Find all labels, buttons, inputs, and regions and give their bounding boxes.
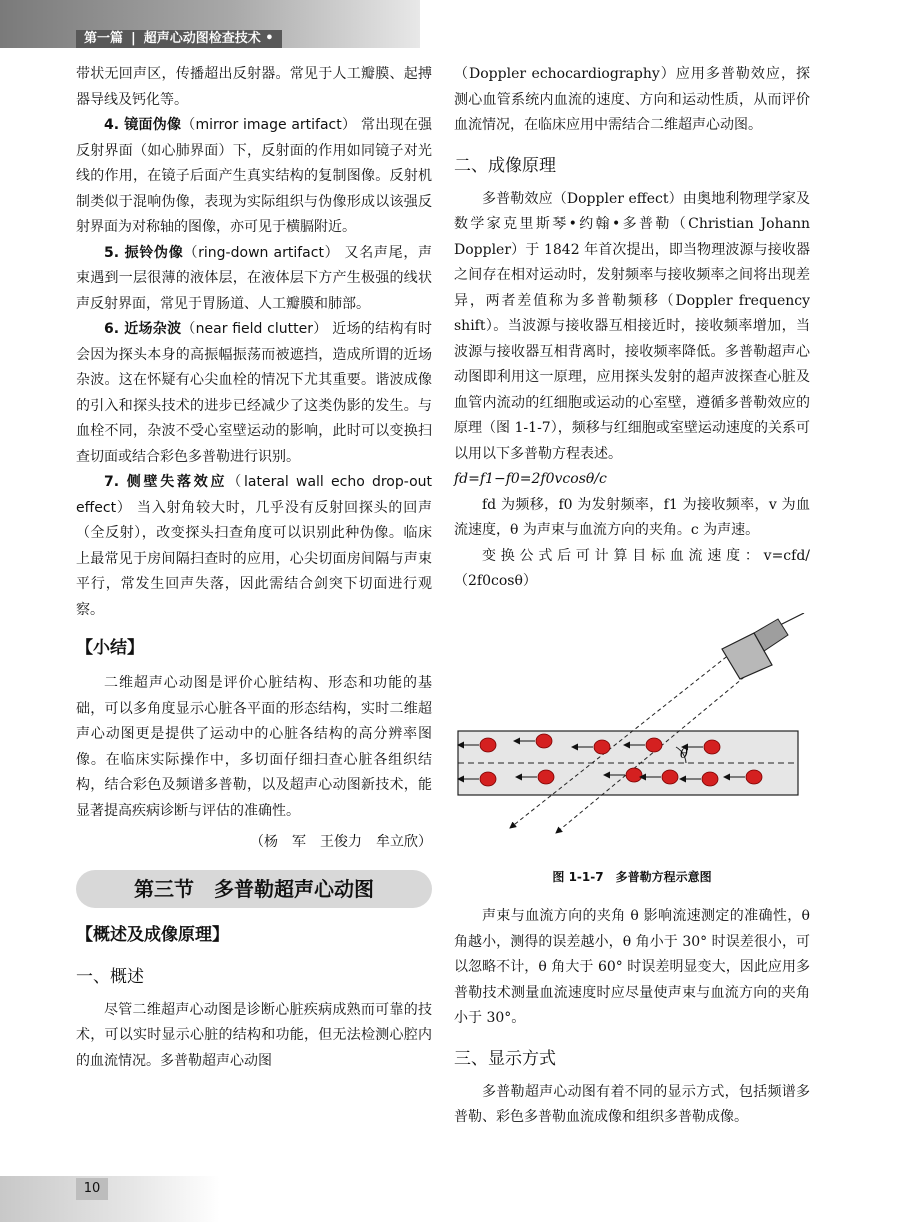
subheading-overview: 一、概述 — [76, 966, 144, 987]
theta-label: θ — [680, 746, 688, 762]
section-title: 第三节 多普勒超声心动图 — [76, 870, 432, 908]
item-body: 又名声尾，声束遇到一层很薄的液体层，在液体层下方产生极强的线状声反射界面，常见于胃肠道、人工瓣膜和肺部。 — [76, 244, 433, 312]
item-title: 4. 镜面伪像 — [104, 117, 182, 133]
red-blood-cell-icon — [538, 770, 554, 784]
authors: （杨 军 王俊力 牟立欣） — [250, 834, 432, 850]
red-blood-cell-icon — [702, 772, 718, 786]
right-column — [454, 62, 810, 1131]
artifact-item-4 — [76, 113, 432, 241]
red-blood-cell-icon — [594, 740, 610, 754]
velocity-formula-line: 变换公式后可计算目标血流速度：v=cfd/（2f0cosθ） — [454, 547, 810, 589]
equation-definitions: fd 为频移，f0 为发射频率，f1 为接收频率，v 为血流速度，θ 为声束与血流方向的夹角。c 为声速。 — [454, 496, 810, 538]
paragraph: 带状无回声区，传播超出反射器。常见于人工瓣膜、起搏器导线及钙化等。 — [76, 66, 432, 108]
running-header: 第一篇 | 超声心动图检查技术 • — [76, 30, 282, 48]
item-title: 7. 侧壁失落效应 — [104, 474, 228, 490]
red-blood-cell-icon — [626, 768, 642, 782]
red-blood-cell-icon — [746, 770, 762, 784]
red-blood-cell-icon — [646, 738, 662, 752]
paragraph: （Doppler echocardiography）应用多普勒效应，探测心血管系统内血流的速度、方向和运动性质，从而评价血流情况，在临床应用中需结合二维超声心动图。 — [454, 66, 810, 133]
red-blood-cell-icon — [704, 740, 720, 754]
summary-paragraph: 二维超声心动图是评价心脏结构、形态和功能的基础，可以多角度显示心脏各平面的形态结构，实时二维超声心动图更是提供了运动中的心脏各结构的高分辨率图像。在临床实际操作中，多切面仔细扫查心脏各组织结构，结合彩色及频谱多普勒，以及超声心动图新技术，能显著提高疾病诊断与评估的准确性。 — [76, 675, 432, 819]
item-body: 常出现在强反射界面（如心肺界面）下，反射面的作用如同镜子对光线的作用，在镜子后面产生真实结构的复制图像。反射机制类似于混响伪像，表现为实际组织与伪像形成以该强反射界面为对称轴的图像，亦可见于横膈附近。 — [76, 117, 433, 235]
paragraph: 尽管二维超声心动图是诊断心脏疾病成熟而可靠的技术，可以实时显示心脏的结构和功能，但无法检测心腔内的血流情况。多普勒超声心动图 — [76, 1001, 432, 1069]
artifact-item-6 — [76, 317, 432, 470]
item-term: （lateral wall echo drop-out effect） — [76, 474, 432, 516]
artifact-item-5 — [76, 241, 432, 318]
doppler-figure — [454, 613, 810, 863]
item-term: （ring-down artifact） — [183, 244, 340, 261]
footer-band — [0, 1176, 220, 1222]
red-blood-cell-icon — [480, 738, 496, 752]
paragraph: 多普勒超声心动图有着不同的显示方式，包括频谱多普勒、彩色多普勒血流成像和组织多普勒成像。 — [454, 1083, 810, 1125]
overview-heading: 【概述及成像原理】 — [76, 924, 229, 945]
paragraph: 多普勒效应（Doppler effect）由奥地利物理学家及数学家克里斯琴•约翰•多普勒（Christian Johann Doppler）于 1842 年首次提出，即当物理波源与接收器之间存在相对运动时，发射频率与接收频率之间将出现差异，两者差值称为多普勒频移（Doppler frequency shift）。当波源与接收器互相接近时，接收频率增加，当波源与接收器互相背离时，接收频率降低。多普勒超声心动图即利用这一原理，应用探头发射的超声波探查心脏及血管内流动的红细胞或运动的心室壁，遵循多普勒效应的原理（图 1-1-7），频移与红细胞或室壁运动速度的关系可以用以下多普勒方程表述。 — [454, 190, 810, 462]
header-part: 第一篇 — [84, 31, 124, 46]
subheading-principle: 二、成像原理 — [454, 155, 556, 176]
left-column — [76, 62, 432, 1074]
red-blood-cell-icon — [480, 772, 496, 786]
page-number: 10 — [76, 1178, 108, 1200]
header-chapter: 超声心动图检查技术 — [143, 31, 261, 46]
item-term: （near field clutter） — [181, 321, 328, 337]
summary-heading: 【小结】 — [76, 638, 144, 658]
item-title: 6. 近场杂波 — [104, 321, 182, 337]
subheading-display: 三、显示方式 — [454, 1048, 556, 1069]
ultrasound-probe-icon — [722, 613, 804, 679]
red-blood-cell-icon — [662, 770, 678, 784]
item-body: 近场的结构有时会因为探头本身的高振幅振荡而被遮挡，造成所谓的近场杂波。这在怀疑有心尖血栓的情况下尤其重要。谐波成像的引入和探头技术的进步已经减少了这类伪影的发生。与血栓不同，杂波不受心室壁运动的影响，此时可以变换扫查切面或结合彩色多普勒进行识别。 — [76, 321, 433, 465]
doppler-diagram — [454, 613, 810, 863]
red-blood-cell-icon — [536, 734, 552, 748]
paragraph: 声束与血流方向的夹角 θ 影响流速测定的准确性，θ 角越小，测得的误差越小，θ 角小于 30° 时误差很小，可以忽略不计，θ 角大于 60° 时误差明显变大，因此应用多普勒技术测量血流速度时应尽量使声束与血流方向的夹角小于 30°。 — [454, 908, 810, 1026]
item-term: （mirror image artifact） — [181, 117, 357, 133]
item-title: 5. 振铃伪像 — [104, 244, 184, 261]
artifact-item-7 — [76, 470, 432, 623]
item-body: 当入射角较大时，几乎没有反射回探头的回声（全反射），改变探头扫查角度可以识别此种伪像。临床上最常见于房间隔扫查时的应用，心尖切面房间隔与声束平行，常发生回声失落，因此需结合剑突下切面进行观察。 — [76, 499, 433, 618]
figure-caption: 图 1-1-7 多普勒方程示意图 — [552, 869, 712, 884]
doppler-equation: fd=f1−f0=2f0vcosθ/c — [454, 471, 607, 487]
